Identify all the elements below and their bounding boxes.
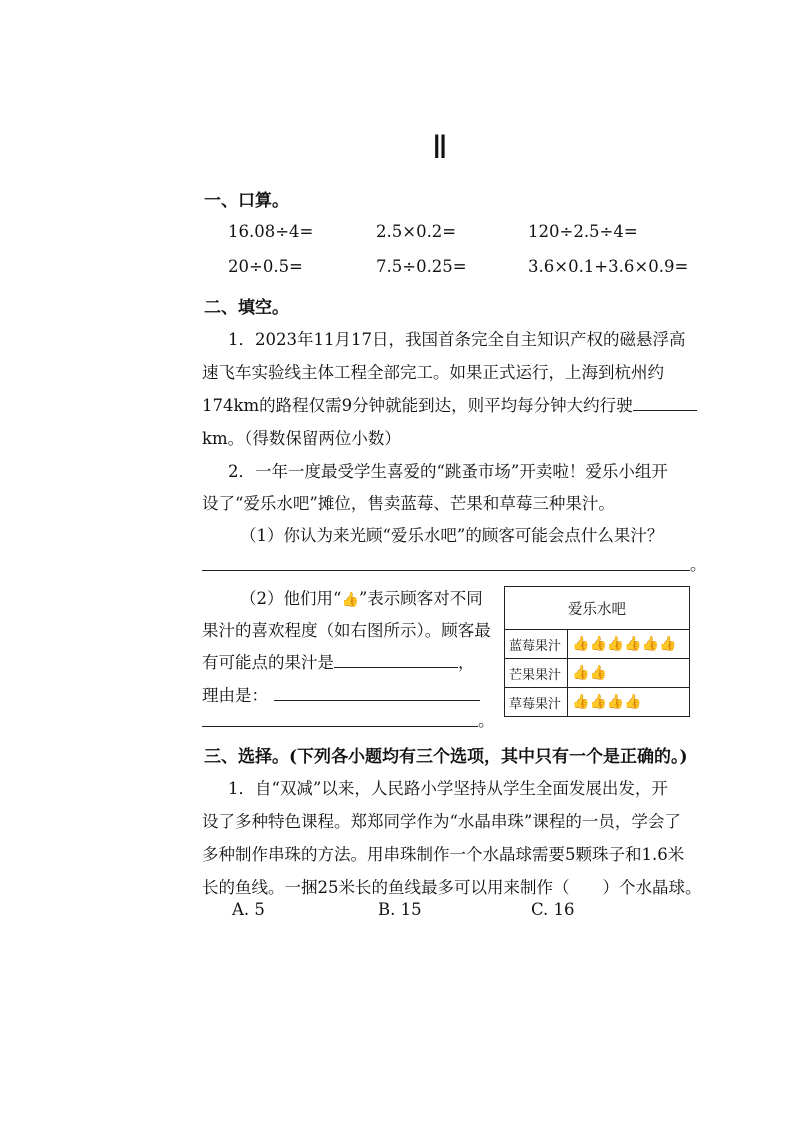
thumb-icon: 👍 bbox=[624, 693, 642, 710]
row-icons-blueberry bbox=[568, 630, 690, 659]
choice-q1-line: 长的鱼线。一捆25米长的鱼线最多可以用来制作（ ）个水晶球。 bbox=[202, 878, 702, 897]
oral-calc-item: 3.6×0.1+3.6×0.9= bbox=[528, 257, 689, 276]
thumb-icon: 👍 bbox=[624, 635, 642, 652]
table-row bbox=[505, 659, 690, 688]
table-row bbox=[505, 630, 690, 659]
thumb-icon: 👍 bbox=[659, 635, 677, 652]
fill-q1-line bbox=[202, 389, 697, 422]
juice-preference-table bbox=[504, 586, 690, 717]
row-label-mango: 芒果果汁 bbox=[505, 659, 568, 688]
oral-calc-item: 120÷2.5÷4= bbox=[528, 222, 638, 241]
fill-q2-sub2-line: 果汁的喜欢程度（如右图所示）。顾客最 bbox=[202, 621, 491, 640]
answer-blank[interactable] bbox=[274, 684, 480, 701]
table-caption: 爱乐水吧 bbox=[505, 587, 690, 630]
oral-calc-item: 7.5÷0.25= bbox=[376, 257, 467, 276]
fill-q1-line: 速飞车实验线主体工程全部完工。如果正式运行，上海到杭州约 bbox=[202, 363, 664, 382]
choice-q1-line: 多种制作串珠的方法。用串珠制作一个水晶球需要5颗珠子和1.6米 bbox=[202, 845, 685, 864]
fill-q2-sub2-line: 有可能点的果汁是 ， bbox=[202, 653, 475, 672]
answer-blank[interactable] bbox=[334, 651, 458, 668]
section-1-heading: 一、口算。 bbox=[204, 191, 289, 211]
section-2-heading: 二、填空。 bbox=[204, 298, 289, 318]
period: 。 bbox=[690, 555, 707, 574]
option-b[interactable]: B. 15 bbox=[378, 900, 422, 919]
row-label-strawberry: 草莓果汁 bbox=[505, 688, 568, 717]
thumb-icon: 👍 bbox=[341, 592, 359, 608]
row-icons-strawberry bbox=[568, 688, 690, 717]
fill-q1-line: km。（得数保留两位小数） bbox=[202, 429, 401, 448]
answer-blank[interactable] bbox=[633, 394, 697, 411]
oral-calc-item: 20÷0.5= bbox=[228, 257, 303, 276]
choice-q1-line: 1．自“双减”以来，人民路小学坚持从学生全面发展出发，开 bbox=[228, 779, 668, 798]
fill-q1-text: 174km的路程仅需9分钟就能到达，则平均每分钟大约行驶 bbox=[202, 396, 633, 415]
thumb-icon: 👍 bbox=[572, 664, 590, 681]
fill-q2-sub1: （1）你认为来光顾“爱乐水吧”的顾客可能会点什么果汁？ bbox=[240, 526, 664, 545]
thumb-icon: 👍 bbox=[589, 635, 607, 652]
option-a[interactable]: A. 5 bbox=[232, 900, 265, 919]
thumb-icon: 👍 bbox=[572, 693, 590, 710]
choice-q1-line: 设了多种特色课程。郑郑同学作为“水晶串珠”课程的一员，学会了 bbox=[202, 812, 681, 831]
option-c[interactable]: C. 16 bbox=[531, 900, 575, 919]
thumb-icon: 👍 bbox=[606, 635, 625, 652]
fill-q1-line: 1．2023年11月17日，我国首条完全自主知识产权的磁悬浮高 bbox=[228, 330, 686, 349]
thumb-icon: 👍 bbox=[589, 693, 607, 710]
thumb-icon: 👍 bbox=[606, 693, 625, 710]
fill-q2-sub2-line: （2）他们用“👍”表示顾客对不同 bbox=[240, 589, 483, 608]
table-row bbox=[505, 688, 690, 717]
oral-calc-item: 2.5×0.2= bbox=[376, 222, 457, 241]
answer-line[interactable] bbox=[202, 570, 690, 571]
fill-q2-sub2-line: 理由是： bbox=[202, 679, 480, 712]
thumb-icon: 👍 bbox=[641, 635, 660, 652]
oral-calc-item: 16.08÷4= bbox=[228, 222, 314, 241]
thumb-icon: 👍 bbox=[572, 635, 590, 652]
thumb-icon: 👍 bbox=[589, 664, 607, 681]
period: 。 bbox=[478, 711, 495, 730]
row-icons-mango bbox=[568, 659, 690, 688]
answer-line[interactable] bbox=[202, 726, 478, 727]
page-title: Ⅱ bbox=[432, 129, 448, 165]
fill-q2-line: 2．一年一度最受学生喜爱的“跳蚤市场”开卖啦！爱乐小组开 bbox=[228, 462, 668, 481]
row-label-blueberry: 蓝莓果汁 bbox=[505, 630, 568, 659]
section-3-heading: 三、选择。(下列各小题均有三个选项，其中只有一个是正确的。) bbox=[204, 747, 688, 767]
fill-q2-line: 设了“爱乐水吧”摊位，售卖蓝莓、芒果和草莓三种果汁。 bbox=[202, 494, 615, 513]
